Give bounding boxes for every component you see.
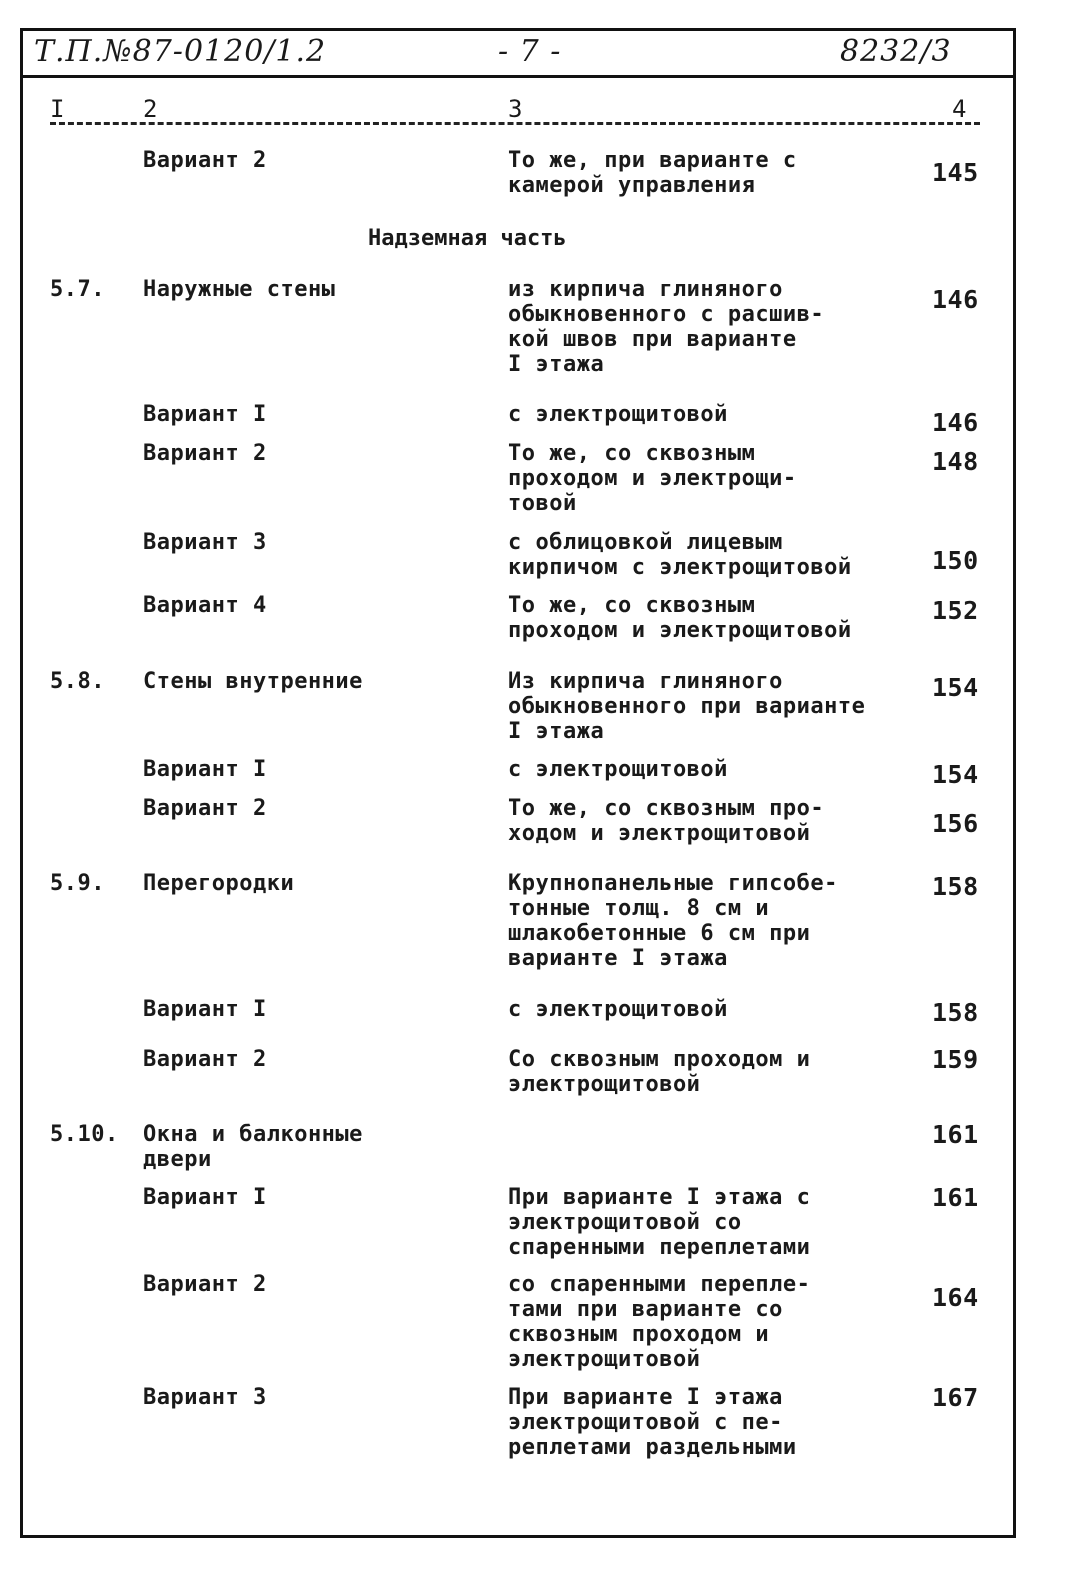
item-name: Вариант 3 <box>143 1385 267 1410</box>
item-page-number: 146 <box>932 408 979 437</box>
item-page-number: 156 <box>932 809 979 838</box>
item-page-number: 158 <box>932 998 979 1027</box>
column-header-4: 4 <box>952 95 967 123</box>
item-number: 5.8. <box>50 669 105 694</box>
item-page-number: 145 <box>932 158 979 187</box>
item-description: спаренными переплетами <box>508 1235 811 1260</box>
item-description: обыкновенного при варианте <box>508 694 866 719</box>
item-description: сквозным проходом и <box>508 1322 770 1347</box>
item-number: 5.9. <box>50 871 105 896</box>
item-description: Из кирпича глиняного <box>508 669 783 694</box>
item-name: Вариант 2 <box>143 441 267 466</box>
document-header <box>20 28 1016 78</box>
item-description: с электрощитовой <box>508 402 728 427</box>
page-number: - 7 - <box>498 34 562 69</box>
item-page-number: 146 <box>932 285 979 314</box>
item-page-number: 161 <box>932 1120 979 1149</box>
column-divider <box>50 122 980 125</box>
item-page-number: 164 <box>932 1283 979 1312</box>
item-page-number: 158 <box>932 872 979 901</box>
item-description: электрощитовой со <box>508 1210 742 1235</box>
item-name: Вариант 4 <box>143 593 267 618</box>
item-number: 5.10. <box>50 1122 119 1147</box>
item-number: 5.7. <box>50 277 105 302</box>
item-name: Перегородки <box>143 871 295 896</box>
item-description: То же, со сквозным <box>508 593 756 618</box>
item-page-number: 148 <box>932 447 979 476</box>
item-description: При варианте I этажа с <box>508 1185 811 1210</box>
item-description: То же, при варианте с <box>508 148 797 173</box>
item-name: Вариант 2 <box>143 148 267 173</box>
item-name: Вариант I <box>143 402 267 427</box>
item-description: То же, со сквозным про- <box>508 796 825 821</box>
item-description: тами при варианте со <box>508 1297 783 1322</box>
item-name: Вариант I <box>143 1185 267 1210</box>
item-name: Стены внутренние <box>143 669 363 694</box>
item-description: I этажа <box>508 719 605 744</box>
item-name: Вариант 2 <box>143 1272 267 1297</box>
item-name: Вариант I <box>143 997 267 1022</box>
item-name: Вариант I <box>143 757 267 782</box>
item-description: кирпичом с электрощитовой <box>508 555 852 580</box>
item-description: с электрощитовой <box>508 997 728 1022</box>
item-description: электрощитовой <box>508 1347 701 1372</box>
document-code: Т.П.№87-0120/1.2 <box>34 34 327 69</box>
item-page-number: 167 <box>932 1383 979 1412</box>
item-description: электрощитовой с пе- <box>508 1410 783 1435</box>
item-description: из кирпича глиняного <box>508 277 783 302</box>
item-description: товой <box>508 491 577 516</box>
item-description: с облицовкой лицевым <box>508 530 783 555</box>
item-description: I этажа <box>508 352 605 377</box>
item-description: реплетами раздельными <box>508 1435 797 1460</box>
item-page-number: 159 <box>932 1045 979 1074</box>
section-heading: Надземная часть <box>368 226 567 251</box>
item-page-number: 152 <box>932 596 979 625</box>
item-description: То же, со сквозным <box>508 441 756 466</box>
item-description: ходом и электрощитовой <box>508 821 811 846</box>
column-header-1: I <box>50 95 65 123</box>
item-description: камерой управления <box>508 173 756 198</box>
item-page-number: 154 <box>932 760 979 789</box>
item-description: проходом и электрощи- <box>508 466 797 491</box>
item-name: Окна и балконные <box>143 1122 363 1147</box>
item-description: проходом и электрощитовой <box>508 618 852 643</box>
item-name: Вариант 3 <box>143 530 267 555</box>
item-description: со спаренными перепле- <box>508 1272 811 1297</box>
item-page-number: 154 <box>932 673 979 702</box>
item-description: с электрощитовой <box>508 757 728 782</box>
item-description: варианте I этажа <box>508 946 728 971</box>
item-description: Крупнопанельные гипсобе- <box>508 871 838 896</box>
item-description: кой швов при варианте <box>508 327 797 352</box>
item-name: двери <box>143 1147 212 1172</box>
column-header-2: 2 <box>143 95 158 123</box>
item-description: обыкновенного с расшив- <box>508 302 825 327</box>
item-description: электрощитовой <box>508 1072 701 1097</box>
column-header-3: 3 <box>508 95 523 123</box>
item-page-number: 150 <box>932 546 979 575</box>
item-name: Вариант 2 <box>143 796 267 821</box>
item-description: При варианте I этажа <box>508 1385 783 1410</box>
item-page-number: 161 <box>932 1183 979 1212</box>
item-description: тонные толщ. 8 см и <box>508 896 770 921</box>
sheet-number: 8232/3 <box>840 34 952 69</box>
item-name: Вариант 2 <box>143 1047 267 1072</box>
item-description: Со сквозным проходом и <box>508 1047 811 1072</box>
item-name: Наружные стены <box>143 277 336 302</box>
item-description: шлакобетонные 6 см при <box>508 921 811 946</box>
